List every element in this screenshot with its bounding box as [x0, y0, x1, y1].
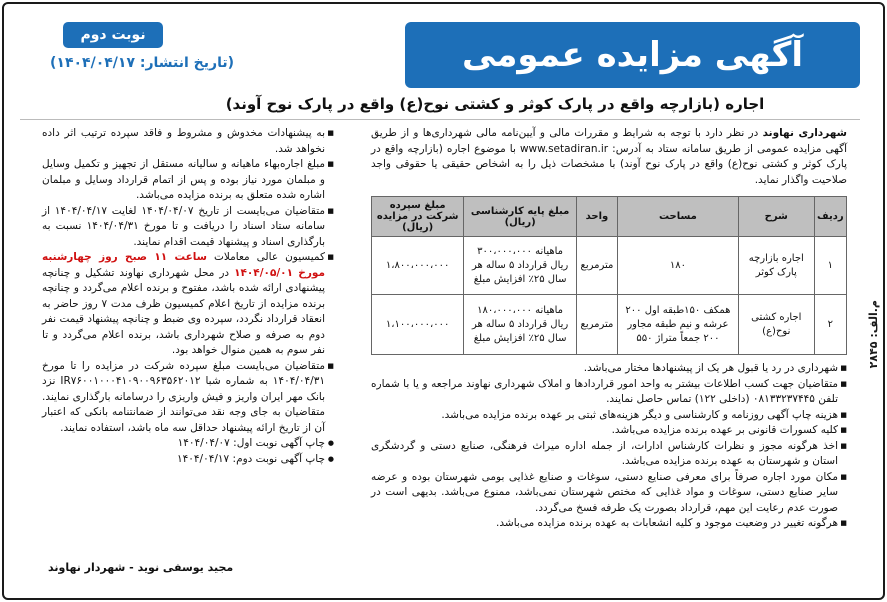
notice-subtitle: اجاره (بازارچه واقع در پارک کوثر و کشتی نوح(ع) واقع در پارک نوح آوند): [150, 88, 840, 120]
header-vahed: واحد: [576, 197, 617, 237]
table-row: [372, 295, 847, 355]
header-radif: ردیف: [814, 197, 846, 237]
publication-first: ● چاپ آگهی نوبت اول: ۱۴۰۴/۰۴/۰۷: [42, 436, 334, 452]
items-table: [371, 196, 847, 355]
condition-item: ■ متقاضیان می‌بایست از تاریخ ۱۴۰۴/۰۴/۰۷ لغایت ۱۴۰۴/۰۴/۱۷ از سامانه ستاد اسناد را دریافت و تا مورخ ۱۴۰۴/۰۴/۳۱ نسبت به بارگذاری اسناد و پیشنهاد قیمت اقدام نمایند.: [42, 204, 334, 251]
table-row: [372, 237, 847, 295]
intro-text: در نظر دارد با توجه به شرایط و مقررات مالی و آیین‌نامه مالی شهرداری‌ها و از طریق آگهی مزایده عمومی از طریق سامانه ستاد به آدرس: www.setadiran.ir با موضوع اجاره (بازارچه واقع در پارک کوثر و کشتی نوح(ع) واقع در پارک نوح آوند) با مشخصات ذیل را به اشخاص حقیقی یا حقوقی واجد صلاحیت واگذار نماید.: [371, 127, 847, 186]
condition-item: ■ هرگونه تغییر در وضعیت موجود و کلیه انشعابات به عهده برنده مزایده می‌باشد.: [371, 516, 847, 532]
conditions-list: [371, 361, 847, 532]
commission-datetime: ساعت ۱۱ صبح روز چهارشنبه مورخ ۱۴۰۴/۰۵/۰۱: [42, 251, 325, 279]
cell-sharh: اجاره بازارچه پارک کوثر: [738, 237, 814, 295]
cell-vahed: مترمربع: [576, 237, 617, 295]
cell-seporde: ۱،۸۰۰،۰۰۰،۰۰۰: [372, 237, 464, 295]
intro-paragraph: [371, 126, 847, 188]
publication-list: [42, 436, 334, 467]
left-column: [42, 126, 334, 467]
header-sharh: شرح: [738, 197, 814, 237]
header-seporde: مبلغ سپرده شرکت در مزایده (ریال): [372, 197, 464, 237]
header-mabna: مبلغ پایه کارشناسی (ریال): [464, 197, 577, 237]
deposit-item: ■ متقاضیان می‌بایست مبلغ سپرده شرکت در مزایده را تا مورخ ۱۴۰۴/۰۴/۳۱ به شماره شبا IR۷۶۰۰۱۰۰۰۴۱۰۹۰۰۹۶۳۵۶۲۰۱۲ نزد بانک مهر ایران واریز و فیش واریزی را درسامانه بارگذاری نمایند. متقاضیان به جای وجه نقد می‌توانند از ضمانتنامه بانکی که اعتبار آن از تاریخ ارائه پیشنهاد حداقل سه ماه باشد، استفاده نمایند.: [42, 359, 334, 437]
cell-radif: ۱: [814, 237, 846, 295]
cell-sharh: اجاره کشتی نوح(ع): [738, 295, 814, 355]
cell-radif: ۲: [814, 295, 846, 355]
cell-masahat: همکف ۱۵۰طبقه اول ۲۰۰ عرشه و نیم طبقه مجاور ۲۰۰ جمعاً متراژ ۵۵۰: [617, 295, 738, 355]
cell-mabna: ماهیانه ۱۸۰،۰۰۰،۰۰۰ ریال قرارداد ۵ ساله هر سال ۲۵٪ افزایش مبلغ: [464, 295, 577, 355]
commission-item: ■ کمیسیون عالی معاملات ساعت ۱۱ صبح روز چهارشنبه مورخ ۱۴۰۴/۰۵/۰۱ در محل شهرداری نهاوند تشکیل و چنانچه پیشنهادی ارائه شده باشد، مفتوح و برنده اعلام می‌گردد و چنانچه برنده مزایده از تاریخ اعلام کمیسیون ظرف مدت ۷ روز حاضر به انعقاد قرارداد نگردد، سپرده وی ضبط و چنانچه پیشنهاد قیمت نفر دوم به صرفه و صلاح شهرداری باشد، برنده اعلام می‌گردد و تا نفر سوم به همین منوال خواهد بود.: [42, 250, 334, 359]
condition-item: ■ اخذ هرگونه مجوز و نظرات کارشناس ادارات، از جمله اداره میراث فرهنگی، صنایع دستی و گردشگری استان و شهرستان به عهده برنده مزایده می‌باشد.: [371, 439, 847, 470]
round-badge: نوبت دوم: [63, 22, 163, 48]
mayor-signature: مجید یوسفی نوید - شهردار نهاوند: [48, 561, 234, 574]
notice-title: آگهی مزایده عمومی: [405, 22, 860, 88]
condition-item: ■ متقاضیان جهت کسب اطلاعات بیشتر به واحد امور قراردادها و املاک شهرداری نهاوند مراجعه و یا با شماره تلفن ۰۸۱۳۳۲۳۷۴۴۵ (داخلی ۱۲۲) تماس حاصل نمایند.: [371, 377, 847, 408]
cell-mabna: ماهیانه ۳۰۰،۰۰۰،۰۰۰ ریال قرارداد ۵ ساله هر سال ۲۵٪ افزایش مبلغ: [464, 237, 577, 295]
condition-item: ■ هزینه چاپ آگهی روزنامه و کارشناسی و دیگر هزینه‌های ثبتی بر عهده برنده مزایده می‌باشد.: [371, 408, 847, 424]
publication-second: ● چاپ آگهی نوبت دوم: ۱۴۰۴/۰۴/۱۷: [42, 452, 334, 468]
org-name: شهرداری نهاوند: [762, 127, 847, 139]
publication-date: (تاریخ انتشار: ۱۴۰۴/۰۴/۱۷): [50, 55, 234, 71]
cell-masahat: ۱۸۰: [617, 237, 738, 295]
header-masahat: مساحت: [617, 197, 738, 237]
condition-item: ■ شهرداری در رد یا قبول هر یک از پیشنهادها مختار می‌باشد.: [371, 361, 847, 377]
condition-item: ■ مکان مورد اجاره صرفاً برای معرفی صنایع دستی، سوغات و صنایع غذایی بومی شهرستان بوده و عرضه سایر صنایع دستی، سوغات و مواد غذایی که مختص شهرستان نمی‌باشد، ممنوع می‌باشد. بدیهی است در صورت عدم رعایت این مهم، قرارداد بصورت یک طرفه فسخ می‌گردد.: [371, 470, 847, 517]
condition-item: ■ مبلغ اجاره‌بهاء ماهیانه و سالیانه مستقل از تجهیز و تکمیل وسایل و مبلمان مورد نیاز بوده و پس از اتمام قرارداد وسایل و مبلمان اشاره شده متعلق به برنده مزایده می‌باشد.: [42, 157, 334, 204]
reference-code: م.الف: ۲۸۴۵: [867, 300, 880, 369]
cell-seporde: ۱،۱۰۰،۰۰۰،۰۰۰: [372, 295, 464, 355]
condition-item: ■ کلیه کسورات قانونی بر عهده برنده مزایده می‌باشد.: [371, 423, 847, 439]
cell-vahed: مترمربع: [576, 295, 617, 355]
right-column: [371, 126, 847, 532]
condition-item: ■ به پیشنهادات مخدوش و مشروط و فاقد سپرده ترتیب اثر داده نخواهد شد.: [42, 126, 334, 157]
